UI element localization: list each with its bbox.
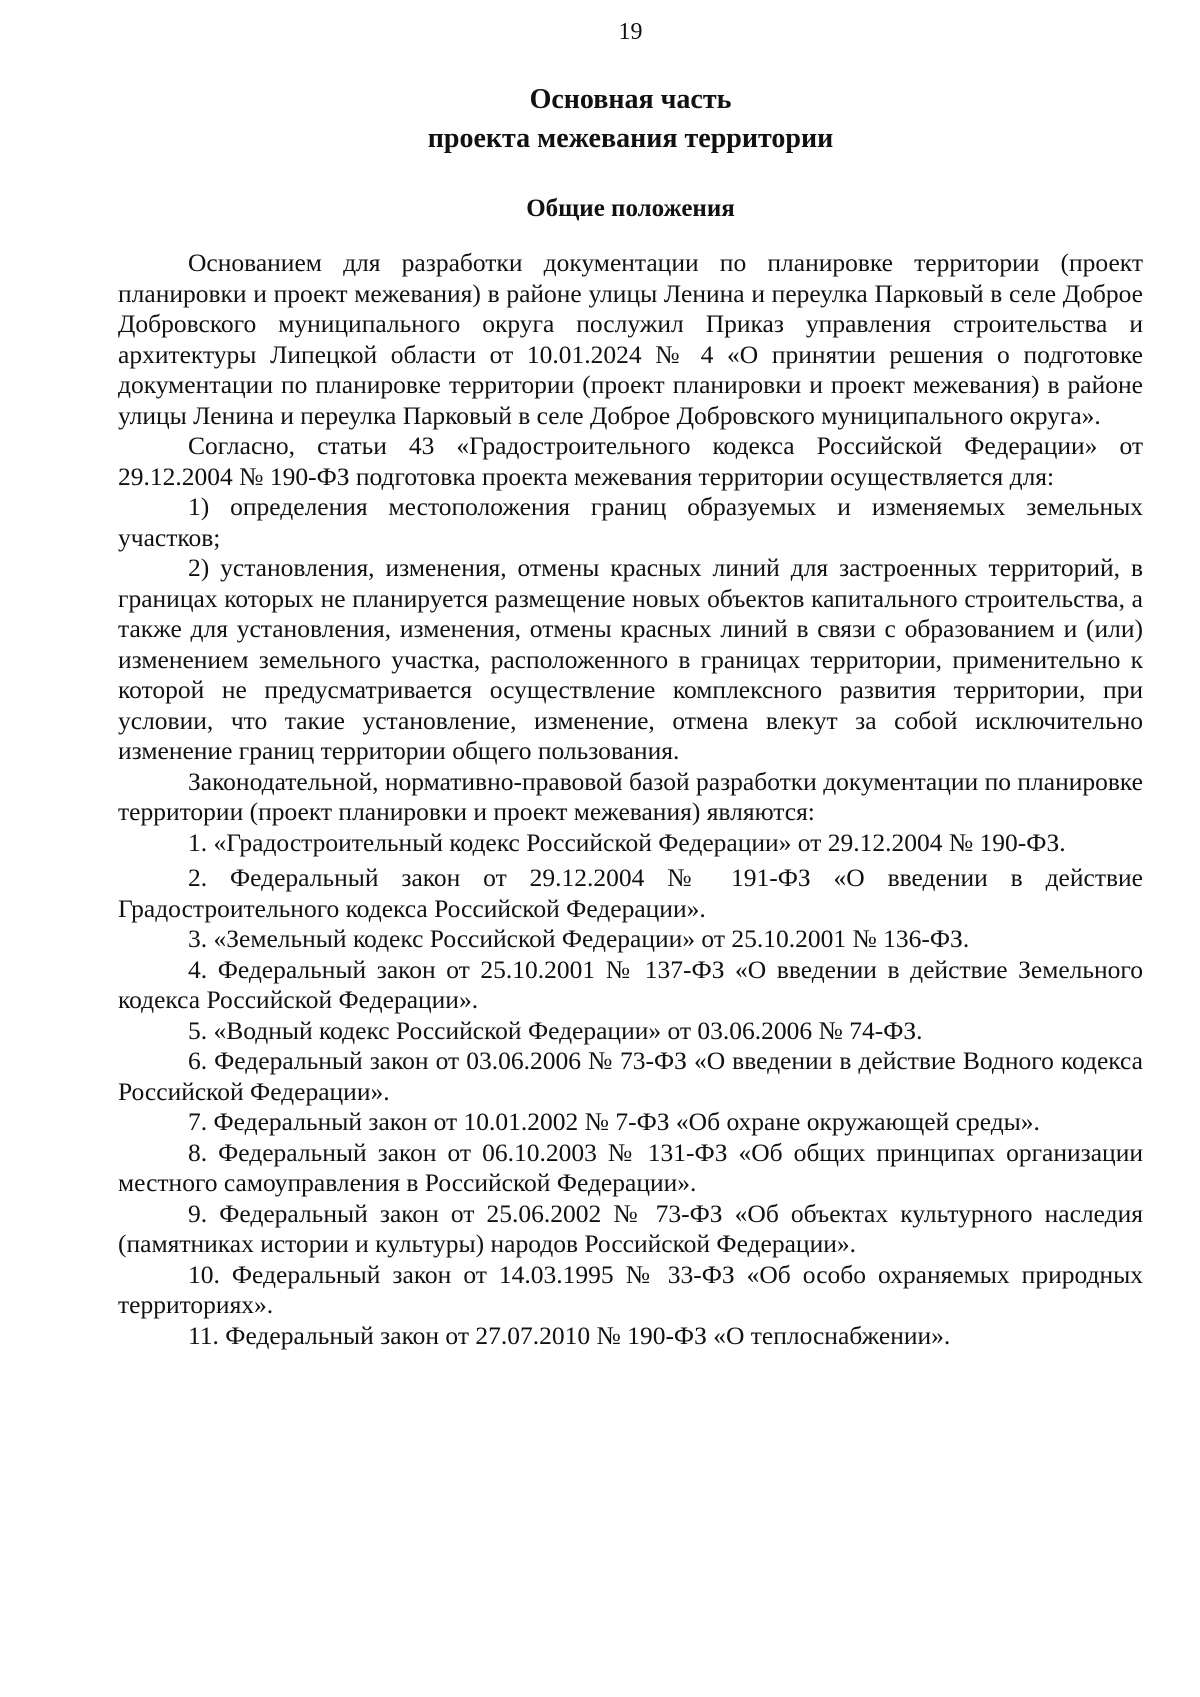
paragraph-basis: Основанием для разработки документации по планировке территории (проект планировки и проект межевания) в районе улицы Ленина и переулка Парковый в селе Доброе Добровского муниципального округа послужил Приказ управления строительства и архитектуры Липецкой области от 10.01.2024 № 4 «О принятии решения о подготовке документации по планировке территории (проект планировки и проект межевания) в районе улицы Ленина и переулка Парковый в селе Доброе Добровского муниципального округа». xyxy=(118,248,1143,430)
title-line-1: Основная часть xyxy=(529,84,732,115)
document-title xyxy=(118,80,1143,158)
legal-item-8: 8. Федеральный закон от 06.10.2003 № 131-ФЗ «Об общих принципах организации местного самоуправления в Российской Федерации». xyxy=(118,1137,1143,1197)
paragraph-article-43: Согласно, статьи 43 «Градостроительного кодекса Российской Федерации» от 29.12.2004 № 190-ФЗ подготовка проекта межевания территории осуществляется для: xyxy=(118,431,1143,491)
legal-item-4: 4. Федеральный закон от 25.10.2001 № 137-ФЗ «О введении в действие Земельного кодекса Российской Федерации». xyxy=(118,954,1143,1014)
legal-item-5: 5. «Водный кодекс Российской Федерации» от 03.06.2006 № 74-ФЗ. xyxy=(188,1015,923,1045)
paragraph-purpose-1: 1) определения местоположения границ образуемых и изменяемых земельных участков; xyxy=(118,492,1143,552)
legal-item-10: 10. Федеральный закон от 14.03.1995 № 33-ФЗ «Об особо охраняемых природных территориях». xyxy=(118,1259,1143,1319)
paragraph-legal-basis: Законодательной, нормативно-правовой базой разработки документации по планировке территории (проект планировки и проект межевания) являются: xyxy=(118,766,1143,826)
legal-item-11: 11. Федеральный закон от 27.07.2010 № 190-ФЗ «О теплоснабжении». xyxy=(188,1320,951,1350)
title-line-2: проекта межевания территории xyxy=(427,123,834,154)
legal-item-3: 3. «Земельный кодекс Российской Федерации» от 25.10.2001 № 136-ФЗ. xyxy=(188,924,970,953)
legal-item-6: 6. Федеральный закон от 03.06.2006 № 73-ФЗ «О введении в действие Водного кодекса Российской Федерации». xyxy=(118,1046,1143,1106)
page-number: 19 xyxy=(618,19,643,45)
legal-item-7: 7. Федеральный закон от 10.01.2002 № 7-ФЗ «Об охране окружающей среды». xyxy=(188,1107,1040,1136)
section-heading: Общие положения xyxy=(526,195,735,222)
document-body xyxy=(118,248,1143,1351)
legal-item-9: 9. Федеральный закон от 25.06.2002 № 73-ФЗ «Об объектах культурного наследия (памятниках истории и культуры) народов Российской Федерации». xyxy=(118,1198,1143,1258)
legal-item-1: 1. «Градостроительный кодекс Российской Федерации» от 29.12.2004 № 190-ФЗ. xyxy=(188,827,1066,857)
legal-item-2: 2. Федеральный закон от 29.12.2004 № 191-ФЗ «О введении в действие Градостроительного кодекса Российской Федерации». xyxy=(118,863,1143,923)
paragraph-purpose-2: 2) установления, изменения, отмены красных линий для застроенных территорий, в границах которых не планируется размещение новых объектов капитального строительства, а также для установления, изменения, отмены красных линий в связи с образованием и (или) изменением земельного участка, расположенного в границах территории, применительно к которой не предусматривается осуществление комплексного развития территории, при условии, что такие установление, изменение, отмена влекут за собой исключительно изменение границ территории общего пользования. xyxy=(118,553,1143,765)
document-page xyxy=(118,0,1143,1697)
